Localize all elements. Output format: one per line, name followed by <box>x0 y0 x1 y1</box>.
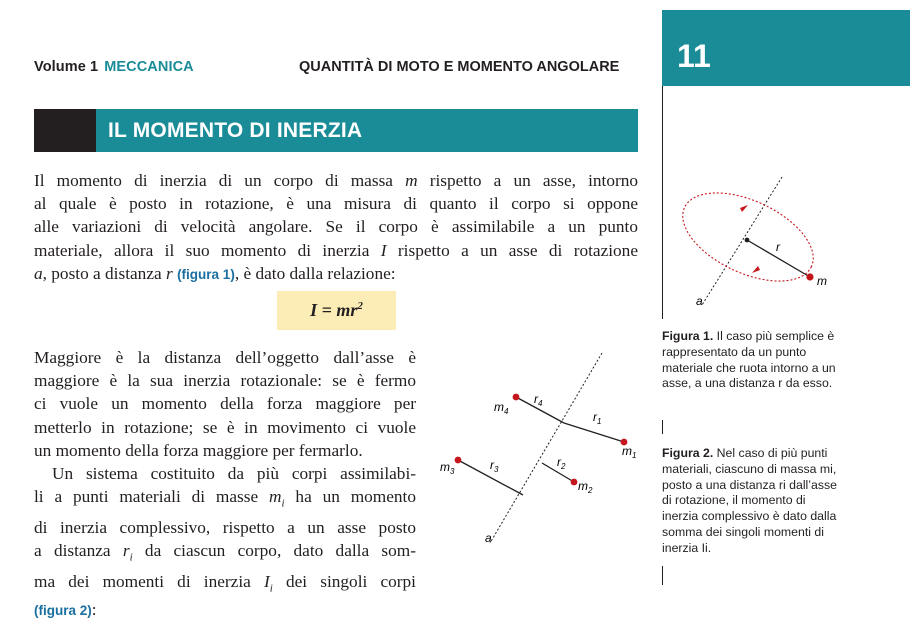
label-m2: $m_2$ <box>578 479 593 495</box>
text-line: Il momento di inerzia di un corpo di massa m rispetto a un asse, intorno <box>34 171 638 190</box>
rotation-arrow-icon <box>752 266 760 273</box>
label-r4: $r_4$ <box>534 392 543 408</box>
text-line: (figura 2): <box>34 600 97 620</box>
volume-label: Volume 1 <box>34 59 99 75</box>
rotation-arrow-icon <box>740 205 748 212</box>
mass-point-m4 <box>513 394 520 401</box>
body-paragraph <box>34 346 416 621</box>
section-title-marker <box>34 109 96 152</box>
text-line: alle variazioni di velocità angolare. Se il corpo è assimilabile a un punto <box>34 217 638 237</box>
label-r: r <box>776 240 780 254</box>
text-line: materiale, allora il suo momento di inerzia I rispetto a un asse di rotazione <box>34 240 638 260</box>
text-line: di inerzia complessivo, rispetto a un asse posto <box>34 517 416 537</box>
figure-2-diagram <box>430 345 655 555</box>
figure-2-caption: Figura 2. Nel caso di più punti materiali, ciascuno di massa mi, posto a una distanza ri dall’asse di rotazione, il momento di inerzia complessivo è dato dalla somma dei singoli momenti di inerzia Ii. <box>662 446 837 555</box>
text-line: maggiore è la sua inerzia rotazionale: se è fermo <box>34 371 416 391</box>
label-m4: $m_4$ <box>494 400 509 416</box>
section-title: IL MOMENTO DI INERZIA <box>108 119 363 142</box>
figure-2-link[interactable]: (figura 2) <box>34 603 92 619</box>
text-line: a, posto a distanza r (figura 1), è dato dalla relazione: <box>34 263 396 283</box>
text-line: Maggiore è la distanza dell’oggetto dall’asse è <box>34 348 416 367</box>
text-line: al quale è posto in rotazione, è una misura di quanto il corpo si oppone <box>34 194 638 214</box>
label-a: a <box>696 294 703 308</box>
label-r3: $r_3$ <box>490 458 499 474</box>
label-m3: $m_3$ <box>440 460 455 476</box>
text-line: Un sistema costituito da più corpi assimilabi- <box>52 464 416 484</box>
text-line: un momento della forza maggiore per fermarlo. <box>34 440 363 460</box>
text-line: a distanza $r_i$ da ciascun corpo, dato dalla som- <box>34 541 416 564</box>
label-m: m <box>817 274 827 288</box>
chapter-number: 11 <box>677 38 711 74</box>
mass-point-m2 <box>571 479 578 486</box>
label-m1: $m_1$ <box>622 444 637 460</box>
mass-point <box>806 273 813 280</box>
moment-of-inertia-formula: $I = mr^2$ <box>310 300 363 320</box>
sidebar-rule <box>662 420 663 434</box>
rotation-axis <box>490 353 602 543</box>
text-line: ci vuole un momento della forza maggiore per <box>34 394 416 414</box>
running-header-volume <box>34 59 194 75</box>
text-line: ma dei momenti di inerzia $I_i$ dei singoli corpi <box>34 571 416 595</box>
rotation-path <box>669 175 826 299</box>
label-r2: $r_2$ <box>557 455 566 471</box>
sidebar-rule <box>662 566 663 585</box>
volume-subject: MECCANICA <box>104 59 194 75</box>
intro-paragraph <box>34 169 638 286</box>
label-r1: $r_1$ <box>593 410 602 426</box>
figure-1-diagram <box>662 165 852 315</box>
running-header-chapter-title: QUANTITÀ DI MOTO E MOMENTO ANGOLARE <box>299 59 620 75</box>
label-a: a <box>485 531 492 545</box>
radius-line-r1 <box>564 423 624 442</box>
axis-point <box>745 238 750 243</box>
text-line: metterlo in rotazione; se è in movimento ci vuole <box>34 417 416 437</box>
mass-point-m3 <box>455 457 462 464</box>
figure-1-link[interactable]: (figura 1) <box>177 266 235 282</box>
figure-1-caption: Figura 1. Il caso più semplice è rappresentato da un punto materiale che ruota intorno a un asse, a una distanza r da esso. <box>662 329 836 391</box>
text-line: li a punti materiali di masse $m_i$ ha un momento <box>34 487 416 510</box>
